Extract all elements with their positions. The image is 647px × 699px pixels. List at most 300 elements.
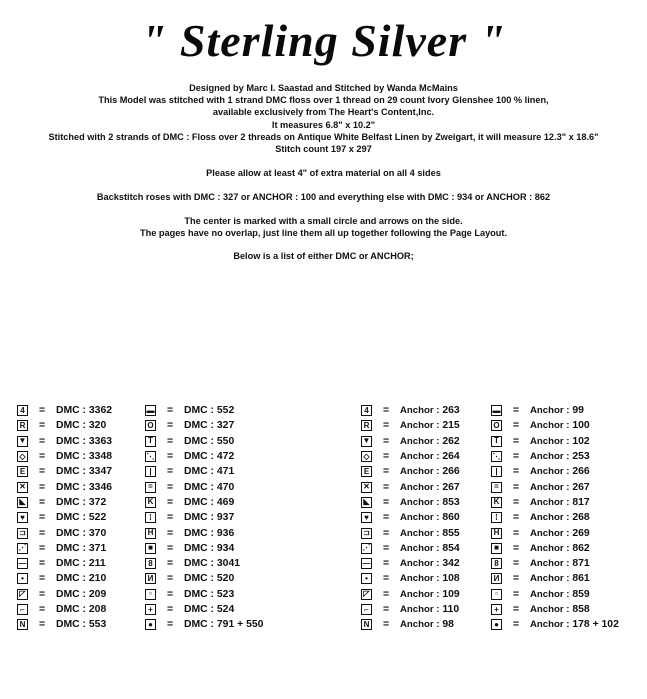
stitch-symbol-icon: ⁞ xyxy=(491,512,502,523)
stitch-symbol-icon: R xyxy=(17,420,28,431)
equals-sign: = xyxy=(38,435,46,447)
thread-brand-label: Anchor : xyxy=(400,496,440,508)
thread-number: 858 xyxy=(572,604,590,615)
legend-row xyxy=(361,434,460,449)
equals-sign: = xyxy=(512,481,520,493)
thread-brand-label: Anchor : xyxy=(530,466,570,478)
legend-row xyxy=(17,617,112,632)
thread-number: 178 + 102 xyxy=(572,619,619,631)
stitch-symbol-icon: | xyxy=(491,466,502,477)
equals-sign: = xyxy=(512,496,520,508)
dmc-legend-column-1 xyxy=(17,403,112,632)
thread-number: 471 xyxy=(216,466,235,478)
stitch-symbol-icon: ▼ xyxy=(18,436,27,446)
legend-row xyxy=(145,587,263,602)
thread-brand-label: Anchor : xyxy=(530,405,570,417)
stitch-symbol-icon: ⋰ xyxy=(18,543,27,553)
model-description: This Model was stitched with 1 strand DMC floss over 1 thread on 29 count Ivory Glenshee 100 % linen, xyxy=(98,95,549,106)
stitch-symbol-icon: 8 xyxy=(491,558,502,569)
thread-brand-label: DMC : xyxy=(56,588,87,600)
stitch-symbol-icon: ● xyxy=(145,619,156,630)
equals-sign: = xyxy=(382,481,390,493)
thread-brand-label: DMC : xyxy=(184,542,215,554)
thread-number: 860 xyxy=(442,512,460,524)
stitch-symbol-icon: ▫ xyxy=(145,589,156,600)
stitch-symbol-icon: R xyxy=(361,420,372,431)
thread-number: 3347 xyxy=(88,466,113,478)
thread-brand-label: Anchor : xyxy=(400,604,440,615)
legend-row xyxy=(145,479,263,494)
equals-sign: = xyxy=(166,420,174,432)
legend-row xyxy=(491,434,619,449)
anchor-legend-column-2 xyxy=(491,403,619,632)
equals-sign: = xyxy=(38,604,46,615)
stitch-symbol-icon: + xyxy=(491,604,502,615)
stitch-count: Stitch count 197 x 297 xyxy=(275,144,372,155)
stitch-symbol-icon: O xyxy=(145,420,156,431)
equals-sign: = xyxy=(512,542,520,554)
thread-brand-label: DMC : xyxy=(56,512,87,524)
thread-brand-label: Anchor : xyxy=(400,588,440,600)
legend-row xyxy=(17,541,112,556)
thread-number: 817 xyxy=(572,496,590,508)
thread-number: 266 xyxy=(442,466,460,478)
thread-number: 469 xyxy=(216,496,235,508)
thread-brand-label: DMC : xyxy=(184,420,215,432)
equals-sign: = xyxy=(166,527,174,539)
stitch-symbol-icon: • xyxy=(17,573,28,584)
equals-sign: = xyxy=(38,451,46,463)
thread-brand-label: DMC : xyxy=(56,435,87,447)
legend-row xyxy=(145,464,263,479)
thread-number: 263 xyxy=(442,405,460,417)
dmc-legend-column-2 xyxy=(145,403,263,632)
thread-number: 342 xyxy=(442,558,460,570)
thread-number: 110 xyxy=(442,604,460,615)
legend-row xyxy=(17,464,112,479)
legend-row xyxy=(361,541,460,556)
thread-number: 99 xyxy=(572,405,584,417)
stitch-symbol-icon: ◣ xyxy=(17,497,28,508)
equals-sign: = xyxy=(382,496,390,508)
equals-sign: = xyxy=(382,573,390,585)
thread-brand-label: Anchor : xyxy=(400,542,440,554)
thread-number: 267 xyxy=(442,481,460,493)
thread-number: 3041 xyxy=(216,558,241,570)
equals-sign: = xyxy=(166,451,174,463)
thread-brand-label: Anchor : xyxy=(400,420,440,432)
legend-row xyxy=(491,403,619,418)
thread-brand-label: DMC : xyxy=(184,573,215,585)
equals-sign: = xyxy=(512,420,520,432)
equals-sign: = xyxy=(38,542,46,554)
legend-row xyxy=(361,525,460,540)
stitch-symbol-icon: ⌐ xyxy=(17,604,28,615)
equals-sign: = xyxy=(512,619,520,631)
legend-row xyxy=(145,525,263,540)
thread-number: 269 xyxy=(572,527,590,539)
legend-row xyxy=(361,464,460,479)
equals-sign: = xyxy=(512,512,520,524)
stitch-symbol-icon: T xyxy=(145,436,156,447)
pattern-info xyxy=(0,82,647,262)
thread-number: 523 xyxy=(216,588,235,600)
thread-brand-label: Anchor : xyxy=(400,435,440,447)
thread-brand-label: Anchor : xyxy=(400,466,440,478)
equals-sign: = xyxy=(512,435,520,447)
thread-brand-label: Anchor : xyxy=(530,588,570,600)
equals-sign: = xyxy=(166,481,174,493)
stitch-symbol-icon: ◇ xyxy=(361,451,372,462)
thread-brand-label: DMC : xyxy=(184,496,215,508)
backstitch-note: Backstitch roses with DMC : 327 or ANCHOR : 100 and everything else with DMC : 934 or ANCHOR : 862 xyxy=(96,192,551,203)
thread-brand-label: Anchor : xyxy=(400,405,440,417)
thread-brand-label: DMC : xyxy=(56,527,87,539)
stitch-symbol-icon: = xyxy=(491,482,502,493)
thread-brand-label: DMC : xyxy=(56,558,87,570)
thread-brand-label: DMC : xyxy=(56,573,87,585)
equals-sign: = xyxy=(166,542,174,554)
thread-number: 3362 xyxy=(88,405,113,417)
equals-sign: = xyxy=(38,405,46,417)
thread-number: 522 xyxy=(88,512,107,524)
thread-brand-label: DMC : xyxy=(56,604,87,615)
stitch-symbol-icon: ⁞ xyxy=(145,512,156,523)
thread-brand-label: DMC : xyxy=(56,542,87,554)
legend-row xyxy=(361,571,460,586)
legend-row xyxy=(491,418,619,433)
legend-row xyxy=(17,571,112,586)
list-intro: Below is a list of either DMC or ANCHOR; xyxy=(233,251,414,262)
thread-number: 853 xyxy=(442,496,460,508)
legend-row xyxy=(17,556,112,571)
thread-brand-label: DMC : xyxy=(184,558,215,570)
thread-brand-label: Anchor : xyxy=(530,481,570,493)
extra-material-note: Please allow at least 4" of extra material on all 4 sides xyxy=(206,168,441,179)
thread-brand-label: DMC : xyxy=(56,619,87,631)
equals-sign: = xyxy=(382,558,390,570)
equals-sign: = xyxy=(38,619,46,631)
thread-number: 855 xyxy=(442,527,460,539)
equals-sign: = xyxy=(382,512,390,524)
thread-number: 264 xyxy=(442,451,460,463)
legend-row xyxy=(17,449,112,464)
thread-brand-label: Anchor : xyxy=(400,512,440,524)
thread-number: 3363 xyxy=(88,435,113,447)
model-size: It measures 6.8" x 10.2" xyxy=(271,119,376,130)
legend-row xyxy=(491,541,619,556)
legend-row xyxy=(145,571,263,586)
equals-sign: = xyxy=(38,588,46,600)
legend-row xyxy=(17,587,112,602)
stitch-symbol-icon: ■ xyxy=(491,543,502,554)
stitch-symbol-icon: ⌐ xyxy=(361,604,372,615)
thread-brand-label: Anchor : xyxy=(400,573,440,585)
thread-brand-label: DMC : xyxy=(184,527,215,539)
stitch-symbol-icon: T xyxy=(491,436,502,447)
two-strand-size: Stitched with 2 strands of DMC : Floss over 2 threads on Antique White Belfast Linen by Zweigart, it will measure 12.3" x 18.6" xyxy=(48,131,599,142)
stitch-symbol-icon: ⊐ xyxy=(17,528,28,539)
stitch-symbol-icon: ▬ xyxy=(492,405,501,415)
thread-number: 470 xyxy=(216,481,235,493)
equals-sign: = xyxy=(382,588,390,600)
thread-number: 937 xyxy=(216,512,235,524)
stitch-symbol-icon: ♥ xyxy=(361,512,372,523)
anchor-legend-column-1 xyxy=(361,403,460,632)
legend-row xyxy=(17,479,112,494)
legend-row xyxy=(145,556,263,571)
equals-sign: = xyxy=(38,466,46,478)
page-title: " Sterling Silver " xyxy=(140,15,507,66)
thread-brand-label: Anchor : xyxy=(400,451,440,463)
thread-number: 100 xyxy=(572,420,590,432)
equals-sign: = xyxy=(382,420,390,432)
stitch-symbol-icon: И xyxy=(491,573,502,584)
thread-number: 553 xyxy=(88,619,107,631)
equals-sign: = xyxy=(382,527,390,539)
thread-brand-label: DMC : xyxy=(184,481,215,493)
thread-number: 327 xyxy=(216,420,235,432)
stitch-symbol-icon: + xyxy=(145,604,156,615)
stitch-symbol-icon: H xyxy=(145,528,156,539)
thread-number: 862 xyxy=(572,542,590,554)
legend-row xyxy=(361,510,460,525)
stitch-symbol-icon: ✕ xyxy=(17,482,28,493)
equals-sign: = xyxy=(382,619,390,631)
stitch-symbol-icon: | xyxy=(145,466,156,477)
legend-row xyxy=(145,418,263,433)
thread-brand-label: Anchor : xyxy=(530,527,570,539)
stitch-symbol-icon: K xyxy=(491,497,502,508)
stitch-symbol-icon: — xyxy=(18,558,27,568)
equals-sign: = xyxy=(38,496,46,508)
legend-row xyxy=(361,495,460,510)
thread-brand-label: Anchor : xyxy=(400,481,440,493)
thread-brand-label: DMC : xyxy=(56,496,87,508)
thread-brand-label: DMC : xyxy=(184,435,215,447)
thread-brand-label: Anchor : xyxy=(530,542,570,554)
thread-number: 934 xyxy=(216,542,235,554)
legend-row xyxy=(145,449,263,464)
legend-row xyxy=(17,495,112,510)
legend-row xyxy=(145,403,263,418)
thread-number: 215 xyxy=(442,420,460,432)
thread-number: 552 xyxy=(216,405,235,417)
thread-brand-label: Anchor : xyxy=(400,619,440,631)
thread-number: 320 xyxy=(88,420,107,432)
thread-number: 472 xyxy=(216,451,235,463)
designer-credit: Designed by Marc I. Saastad and Stitched by Wanda McMains xyxy=(189,83,458,93)
stitch-symbol-icon: И xyxy=(145,573,156,584)
equals-sign: = xyxy=(38,420,46,432)
legend-row xyxy=(491,479,619,494)
thread-brand-label: DMC : xyxy=(184,512,215,524)
stitch-symbol-icon: = xyxy=(145,482,156,493)
equals-sign: = xyxy=(166,573,174,585)
equals-sign: = xyxy=(166,466,174,478)
stitch-symbol-icon: ▬ xyxy=(146,405,155,415)
center-note: The center is marked with a small circle and arrows on the side. xyxy=(184,215,463,226)
equals-sign: = xyxy=(166,435,174,447)
stitch-symbol-icon: ⊐ xyxy=(361,528,372,539)
stitch-symbol-icon: H xyxy=(491,528,502,539)
thread-brand-label: DMC : xyxy=(56,405,87,417)
thread-brand-label: Anchor : xyxy=(530,420,570,432)
legend-row xyxy=(491,464,619,479)
thread-brand-label: DMC : xyxy=(184,405,215,417)
thread-brand-label: DMC : xyxy=(56,420,87,432)
stitch-symbol-icon: ♥ xyxy=(17,512,28,523)
legend-row xyxy=(361,587,460,602)
stitch-symbol-icon: N xyxy=(17,619,28,630)
legend-row xyxy=(491,495,619,510)
thread-brand-label: Anchor : xyxy=(530,558,570,570)
thread-brand-label: Anchor : xyxy=(400,558,440,570)
legend-row xyxy=(17,418,112,433)
equals-sign: = xyxy=(166,619,174,631)
thread-brand-label: Anchor : xyxy=(530,512,570,524)
equals-sign: = xyxy=(382,542,390,554)
equals-sign: = xyxy=(382,435,390,447)
legend-row xyxy=(145,617,263,632)
legend-row xyxy=(17,434,112,449)
thread-number: 102 xyxy=(572,435,590,447)
thread-number: 372 xyxy=(88,496,107,508)
equals-sign: = xyxy=(38,512,46,524)
stitch-symbol-icon: 4 xyxy=(361,405,372,416)
equals-sign: = xyxy=(512,604,520,615)
thread-number: 936 xyxy=(216,527,235,539)
equals-sign: = xyxy=(382,604,390,615)
thread-number: 859 xyxy=(572,588,590,600)
legend-row xyxy=(145,495,263,510)
stitch-symbol-icon: ■ xyxy=(145,543,156,554)
thread-brand-label: DMC : xyxy=(184,451,215,463)
legend-row xyxy=(491,449,619,464)
thread-number: 524 xyxy=(216,604,235,615)
legend-row xyxy=(491,617,619,632)
equals-sign: = xyxy=(38,481,46,493)
equals-sign: = xyxy=(512,588,520,600)
thread-brand-label: DMC : xyxy=(184,466,215,478)
thread-brand-label: DMC : xyxy=(56,451,87,463)
stitch-symbol-icon: ◸ xyxy=(361,589,372,600)
legend-row xyxy=(145,434,263,449)
thread-brand-label: Anchor : xyxy=(530,496,570,508)
equals-sign: = xyxy=(512,558,520,570)
thread-brand-label: DMC : xyxy=(184,588,215,600)
availability: available exclusively from The Heart's Content,Inc. xyxy=(212,107,435,118)
equals-sign: = xyxy=(166,405,174,417)
stitch-symbol-icon: • xyxy=(361,573,372,584)
thread-brand-label: DMC : xyxy=(56,481,87,493)
thread-brand-label: Anchor : xyxy=(530,435,570,447)
thread-brand-label: Anchor : xyxy=(530,573,570,585)
legend-row xyxy=(361,418,460,433)
thread-brand-label: Anchor : xyxy=(530,451,570,463)
thread-number: 262 xyxy=(442,435,460,447)
legend-row xyxy=(145,602,263,617)
thread-number: 267 xyxy=(572,481,590,493)
equals-sign: = xyxy=(166,496,174,508)
stitch-symbol-icon: E xyxy=(17,466,28,477)
legend-row xyxy=(491,525,619,540)
equals-sign: = xyxy=(512,573,520,585)
thread-number: 550 xyxy=(216,435,235,447)
stitch-symbol-icon: E xyxy=(361,466,372,477)
thread-number: 3348 xyxy=(88,451,113,463)
thread-number: 791 + 550 xyxy=(216,619,264,631)
legend-row xyxy=(491,587,619,602)
stitch-symbol-icon: ⋱ xyxy=(492,451,501,461)
equals-sign: = xyxy=(38,527,46,539)
stitch-symbol-icon: ⋱ xyxy=(146,451,155,461)
legend-row xyxy=(491,602,619,617)
legend-row xyxy=(361,403,460,418)
stitch-symbol-icon: ● xyxy=(491,619,502,630)
equals-sign: = xyxy=(38,558,46,570)
thread-number: 3346 xyxy=(88,481,113,493)
equals-sign: = xyxy=(38,573,46,585)
stitch-symbol-icon: ◸ xyxy=(17,589,28,600)
legend-row xyxy=(361,556,460,571)
thread-brand-label: Anchor : xyxy=(530,619,570,631)
stitch-symbol-icon: 8 xyxy=(145,558,156,569)
stitch-symbol-icon: ◣ xyxy=(361,497,372,508)
thread-number: 253 xyxy=(572,451,590,463)
stitch-symbol-icon: — xyxy=(362,558,371,568)
stitch-symbol-icon: K xyxy=(145,497,156,508)
equals-sign: = xyxy=(512,451,520,463)
thread-brand-label: Anchor : xyxy=(530,604,570,615)
equals-sign: = xyxy=(382,405,390,417)
stitch-symbol-icon: ⋰ xyxy=(362,543,371,553)
stitch-symbol-icon: N xyxy=(361,619,372,630)
thread-number: 861 xyxy=(572,573,590,585)
equals-sign: = xyxy=(166,558,174,570)
legend-row xyxy=(361,449,460,464)
thread-number: 266 xyxy=(572,466,590,478)
thread-number: 98 xyxy=(442,619,454,631)
legend-row xyxy=(361,617,460,632)
legend-row xyxy=(491,556,619,571)
thread-number: 209 xyxy=(88,588,107,600)
equals-sign: = xyxy=(512,405,520,417)
legend-row xyxy=(17,602,112,617)
equals-sign: = xyxy=(382,466,390,478)
equals-sign: = xyxy=(512,527,520,539)
equals-sign: = xyxy=(166,604,174,615)
stitch-symbol-icon: ▫ xyxy=(491,589,502,600)
thread-brand-label: Anchor : xyxy=(400,527,440,539)
thread-number: 211 xyxy=(88,558,106,570)
thread-number: 871 xyxy=(572,558,590,570)
stitch-symbol-icon: ▼ xyxy=(362,436,371,446)
stitch-symbol-icon: 4 xyxy=(17,405,28,416)
thread-brand-label: DMC : xyxy=(56,466,87,478)
legend-row xyxy=(17,525,112,540)
thread-number: 210 xyxy=(88,573,107,585)
legend-row xyxy=(361,602,460,617)
legend-row xyxy=(145,541,263,556)
equals-sign: = xyxy=(382,451,390,463)
legend-row xyxy=(17,403,112,418)
thread-brand-label: DMC : xyxy=(184,604,215,615)
legend-row xyxy=(491,571,619,586)
legend-row xyxy=(17,510,112,525)
thread-number: 370 xyxy=(88,527,107,539)
thread-number: 520 xyxy=(216,573,235,585)
